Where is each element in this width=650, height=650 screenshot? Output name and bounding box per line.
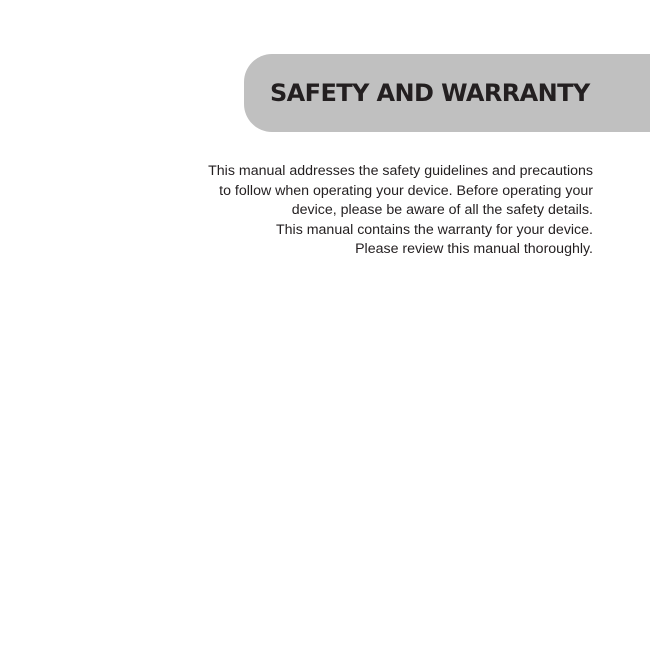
- intro-line: This manual contains the warranty for your device.: [275, 221, 593, 238]
- page-title: SAFETY AND WARRANTY: [270, 79, 590, 107]
- intro-line: device, please be aware of all the safety details.: [291, 202, 593, 219]
- intro-paragraph: [150, 162, 593, 260]
- intro-line: to follow when operating your device. Before operating your: [219, 182, 593, 199]
- intro-line: Please review this manual thoroughly.: [355, 241, 593, 258]
- intro-line: This manual addresses the safety guidelines and precautions: [208, 163, 593, 179]
